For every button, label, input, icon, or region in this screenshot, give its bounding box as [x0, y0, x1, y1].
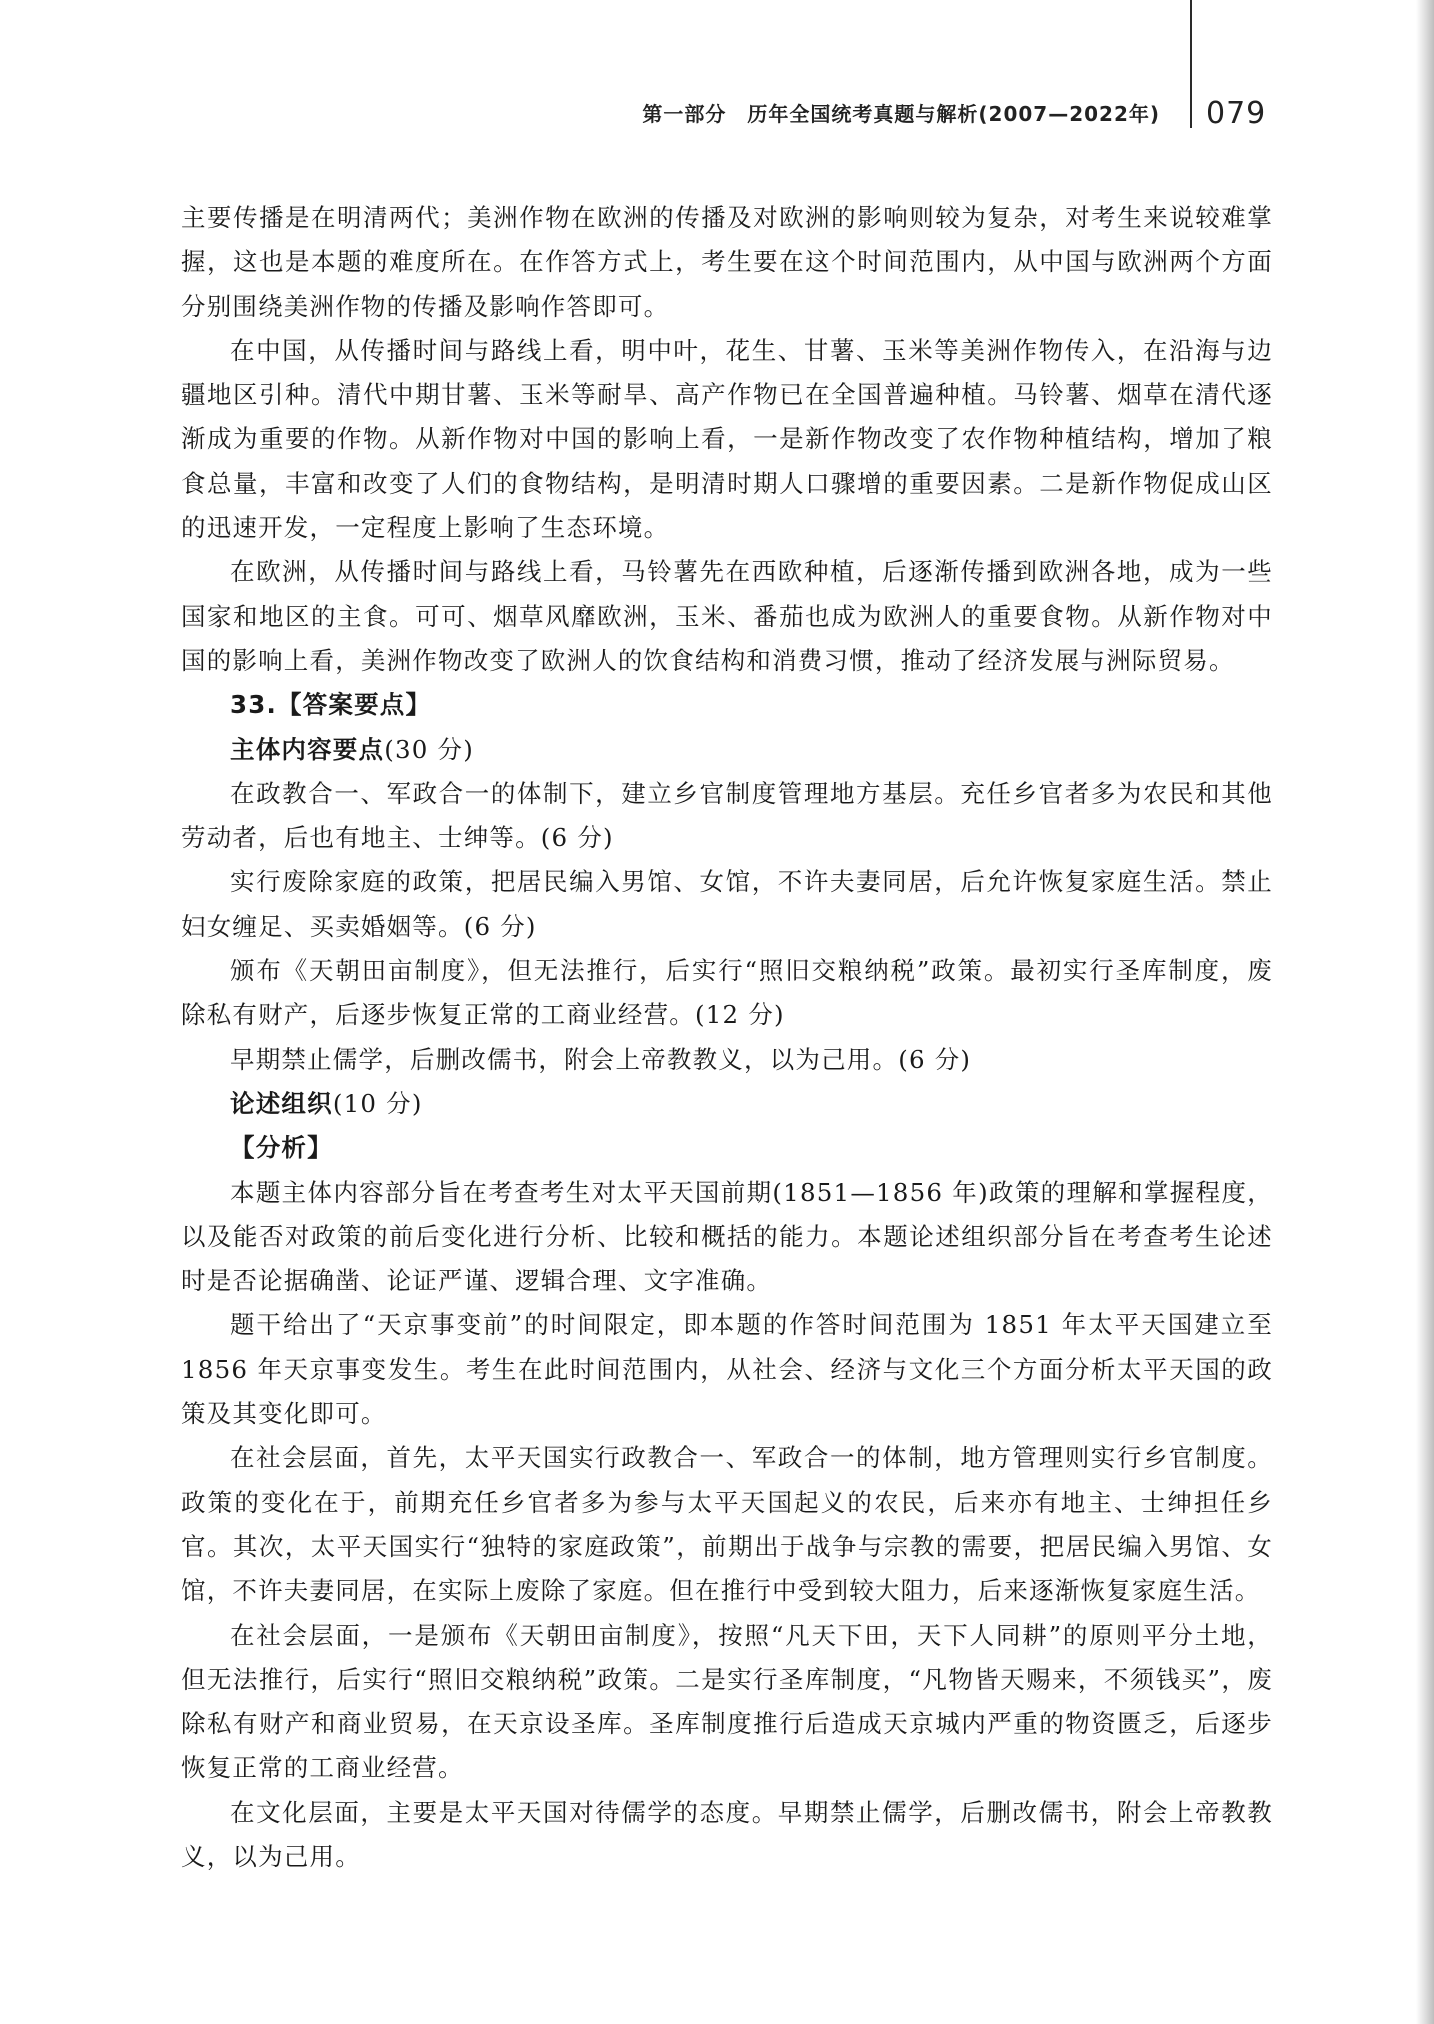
paragraph-europe: 在欧洲，从传播时间与路线上看，马铃薯先在西欧种植，后逐渐传播到欧洲各地，成为一些国家和地区的主食。可可、烟草风靡欧洲，玉米、番茄也成为欧洲人的重要食物。从新作物对中国的影响上看，美洲作物改变了欧洲人的饮食结构和消费习惯，推动了经济发展与洲际贸易。 — [181, 557, 1273, 675]
main-points-heading — [181, 728, 1273, 772]
answer-point-1: 在政教合一、军政合一的体制下，建立乡官制度管理地方基层。充任乡官者多为农民和其他劳动者，后也有地主、士绅等。(6 分) — [181, 778, 1273, 853]
analysis-heading: 【分析】 — [230, 1133, 333, 1163]
answer-point-4: 早期禁止儒学，后删改儒书，附会上帝教教义，以为己用。(6 分) — [230, 1044, 972, 1074]
analysis-paragraph-3: 在社会层面，首先，太平天国实行政教合一、军政合一的体制，地方管理则实行乡官制度。政策的变化在于，前期充任乡官者多为参与太平天国起义的农民，后来亦有地主、士绅担任乡官。其次，太平天国实行“独特的家庭政策”，前期出于战争与宗教的需要，把居民编入男馆、女馆，不许夫妻同居，在实际上废除了家庭。但在推行中受到较大阻力，后来逐渐恢复家庭生活。 — [181, 1443, 1273, 1606]
main-points-title: 主体内容要点 — [230, 734, 385, 764]
page-edge-shadow — [1416, 0, 1434, 2024]
paragraph-china: 在中国，从传播时间与路线上看，明中叶，花生、甘薯、玉米等美洲作物传入，在沿海与边疆地区引种。清代中期甘薯、玉米等耐旱、高产作物已在全国普遍种植。马铃薯、烟草在清代逐渐成为重要的作物。从新作物对中国的影响上看，一是新作物改变了农作物种植结构，增加了粮食总量，丰富和改变了人们的食物结构，是明清时期人口骤增的重要因素。二是新作物促成山区的迅速开发，一定程度上影响了生态环境。 — [181, 335, 1273, 543]
analysis-paragraph-4: 在社会层面，一是颁布《天朝田亩制度》，按照“凡天下田，天下人同耕”的原则平分土地，但无法推行，后实行“照旧交粮纳税”政策。二是实行圣库制度，“凡物皆天赐来，不须钱买”，废除私有财产和商业贸易，在天京设圣库。圣库制度推行后造成天京城内严重的物资匮乏，后逐步恢复正常的工商业经营。 — [181, 1620, 1273, 1783]
body-text — [181, 196, 1273, 1879]
main-points-score: (30 分) — [384, 734, 474, 764]
answer-point-2: 实行废除家庭的政策，把居民编入男馆、女馆，不许夫妻同居，后允许恢复家庭生活。禁止妇女缠足、买卖婚姻等。(6 分) — [181, 867, 1273, 941]
analysis-paragraph-2: 题干给出了“天京事变前”的时间限定，即本题的作答时间范围为 1851 年太平天国建立至 1856 年天京事变发生。考生在此时间范围内，从社会、经济与文化三个方面分析太平天国的政策及其变化即可。 — [181, 1310, 1273, 1429]
organization-title: 论述组织 — [230, 1088, 333, 1118]
question-33-heading: 33.【答案要点】 — [230, 690, 432, 720]
answer-point-3: 颁布《天朝田亩制度》，但无法推行，后实行“照旧交粮纳税”政策。最初实行圣库制度，废除私有财产，后逐步恢复正常的工商业经营。(12 分) — [181, 956, 1273, 1030]
organization-heading — [181, 1082, 1273, 1126]
analysis-paragraph-5: 在文化层面，主要是太平天国对待儒学的态度。早期禁止儒学，后删改儒书，附会上帝教教义，以为己用。 — [181, 1797, 1273, 1871]
header-divider-rule — [1190, 0, 1192, 128]
analysis-paragraph-1: 本题主体内容部分旨在考查考生对太平天国前期(1851—1856 年)政策的理解和掌握程度，以及能否对政策的前后变化进行分析、比较和概括的能力。本题论述组织部分旨在考查考生论述时是否论据确凿、论证严谨、逻辑合理、文字准确。 — [181, 1177, 1273, 1296]
page-number: 079 — [1206, 96, 1267, 131]
organization-score: (10 分) — [332, 1088, 423, 1118]
running-header: 第一部分 历年全国统考真题与解析(2007—2022年) — [642, 102, 1160, 126]
paragraph-continued: 主要传播是在明清两代；美洲作物在欧洲的传播及对欧洲的影响则较为复杂，对考生来说较难掌握，这也是本题的难度所在。在作答方式上，考生要在这个时间范围内，从中国与欧洲两个方面分别围绕美洲作物的传播及影响作答即可。 — [181, 203, 1273, 321]
